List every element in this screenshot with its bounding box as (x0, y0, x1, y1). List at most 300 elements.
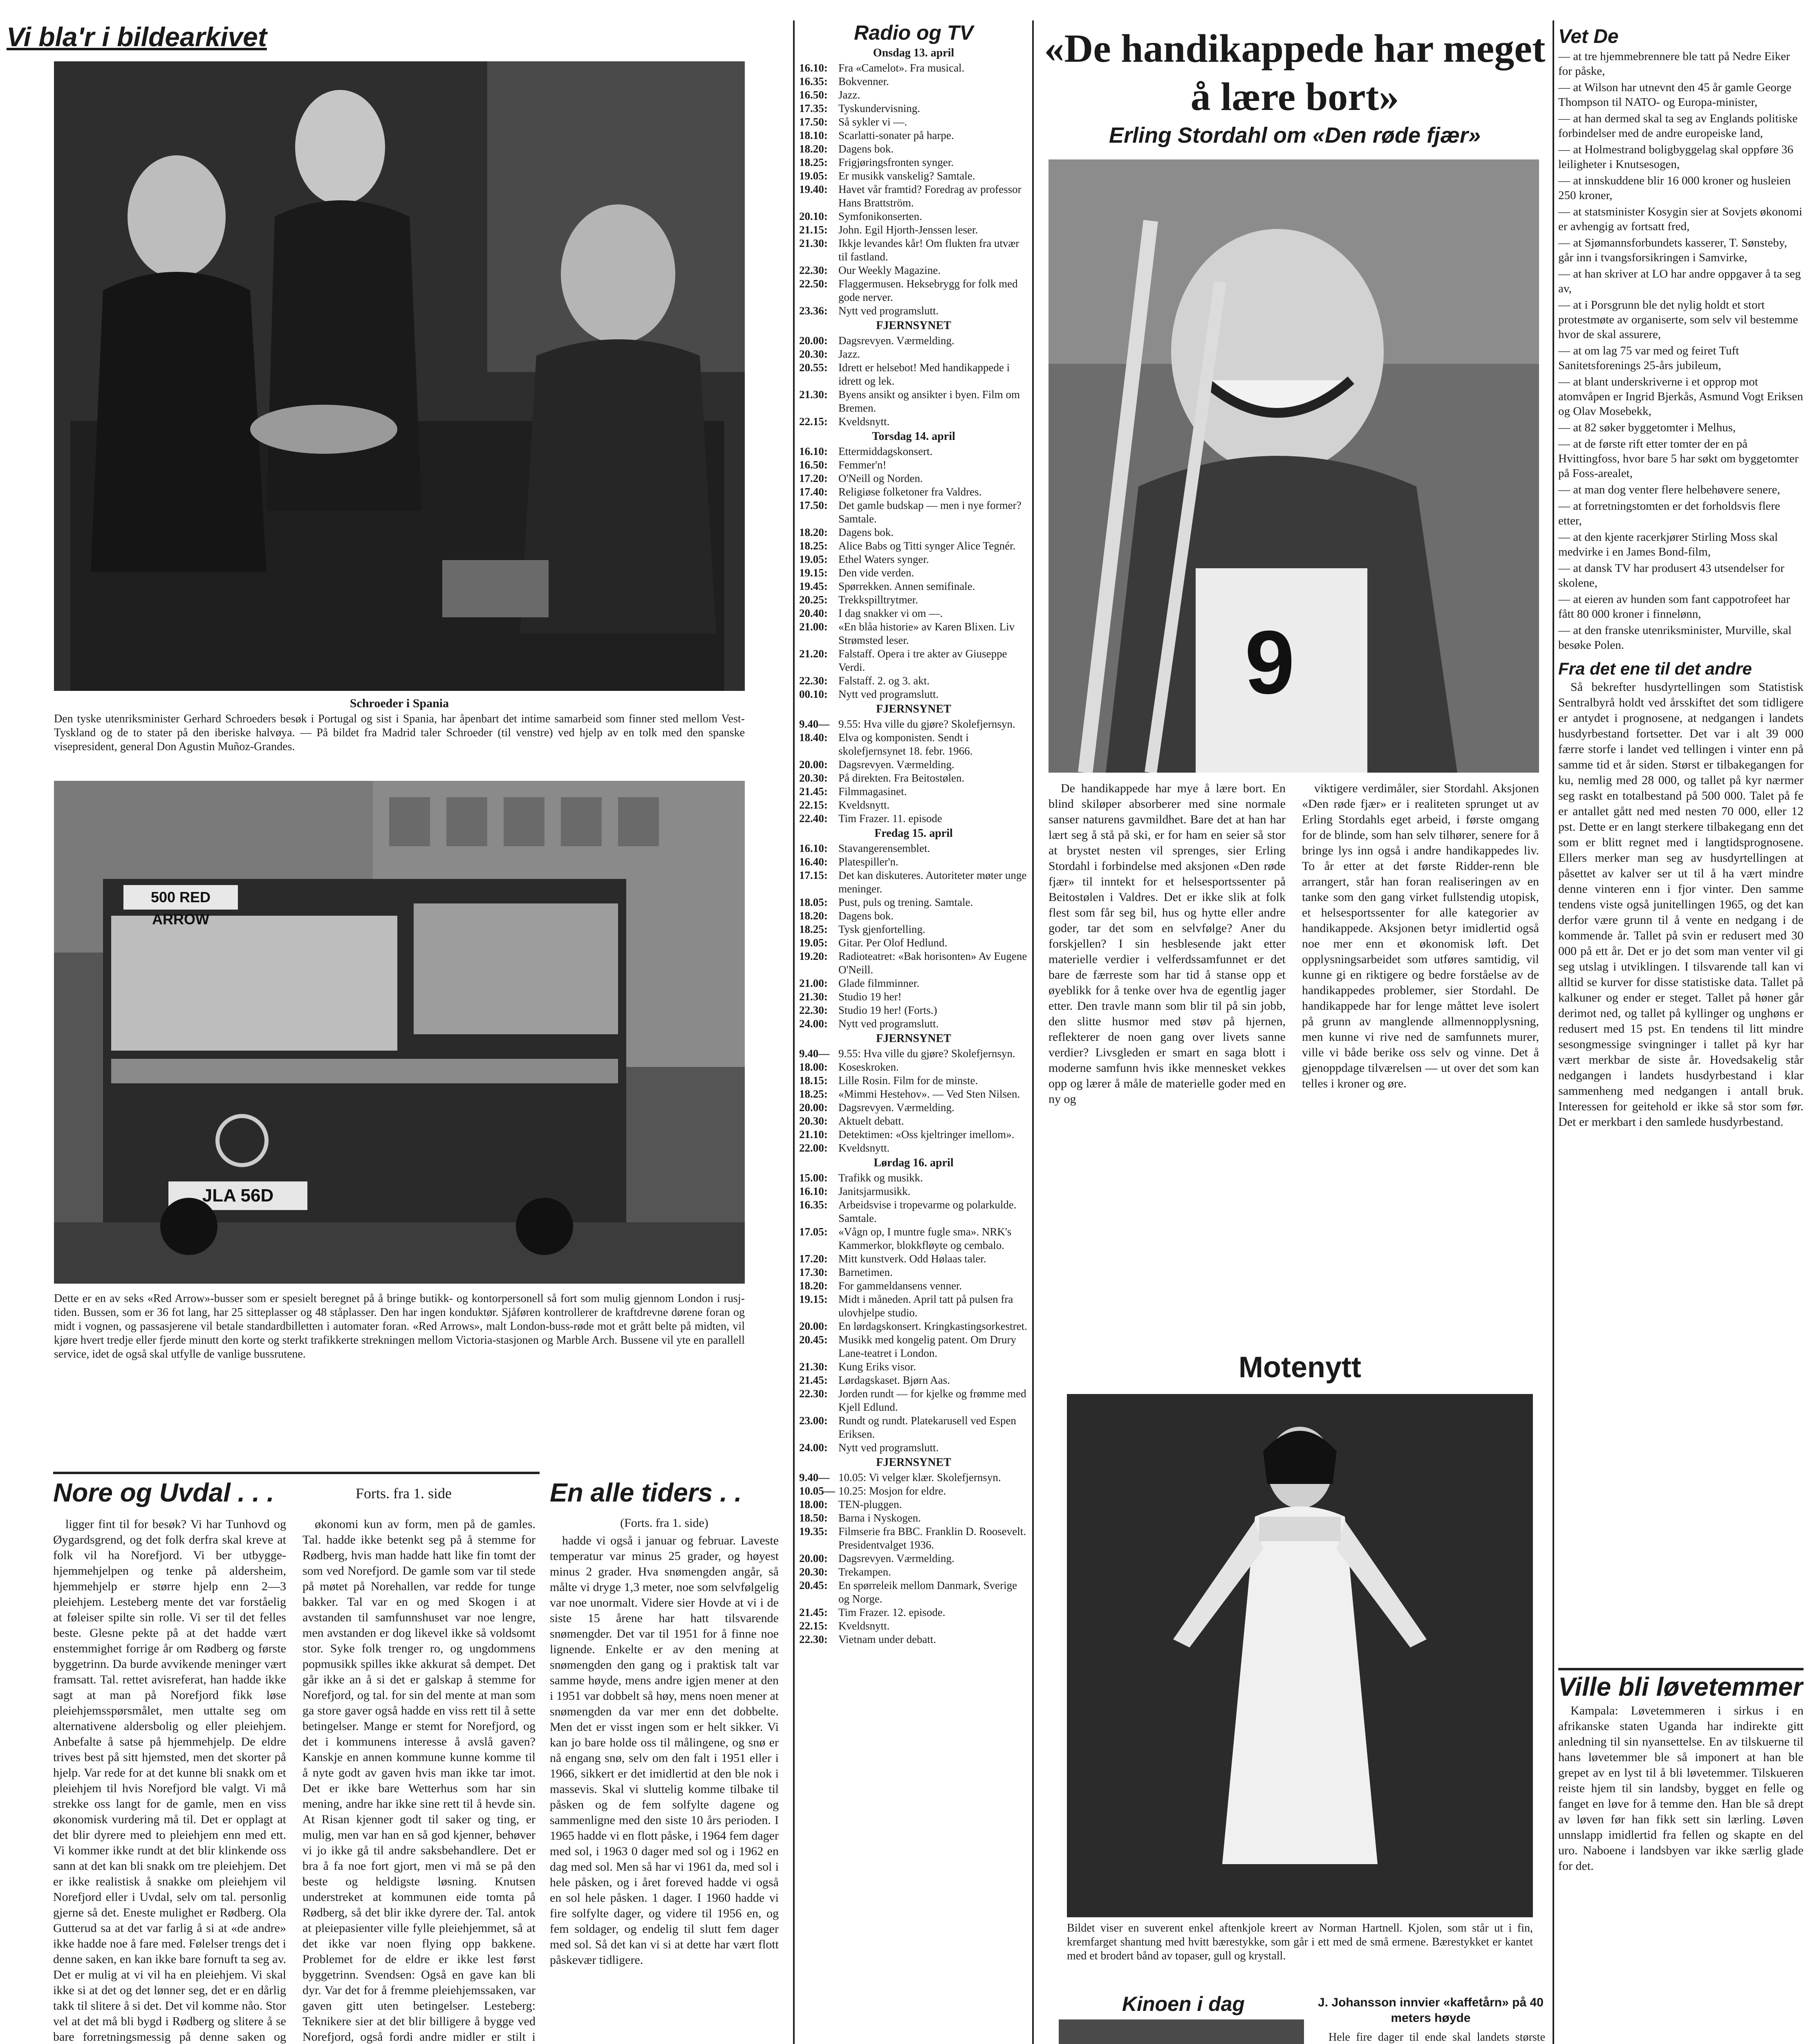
tv-program-time: 20.00: (799, 334, 828, 347)
vet-de-column (1558, 25, 1804, 1668)
nore-title: Nore og Uvdal . . . (53, 1478, 274, 1507)
tv-program-row (799, 896, 1028, 909)
tv-program-title: Dagsrevyen. Værmelding. (838, 758, 954, 771)
tv-program-row (799, 1441, 1028, 1455)
tv-program-row (799, 1279, 1028, 1293)
tv-program-row (799, 1484, 1028, 1498)
tv-program-title: En spørreleik mellom Danmark, Sverige og Norge. (838, 1579, 1017, 1605)
tv-program-time: 17.50: (799, 116, 828, 128)
tv-program-title: På direkten. Fra Beitostølen. (838, 772, 965, 784)
tv-program-row (799, 1101, 1028, 1114)
tv-program-row (799, 1004, 1028, 1017)
tv-day-heading: Torsdag 14. april (872, 430, 955, 443)
tv-program-title: Janitsjarmusikk. (838, 1185, 911, 1197)
tv-program-row (799, 388, 1028, 415)
stordahl-article (1040, 25, 1549, 1345)
tv-program-list (799, 45, 1028, 1646)
tv-program-title: Arbeidsvise i tropevarme og polarkulde. Samtale. (838, 1199, 1017, 1224)
tv-program-time: 18.05: (799, 896, 828, 908)
tv-program-time: 19.45: (799, 580, 828, 592)
tv-program-row (799, 936, 1028, 950)
tv-program-time: 19.05: (799, 937, 828, 949)
vet-de-item: — at Wilson har utnevnt den 45 år gamle George Thompson til NATO- og Europa-minister, (1558, 81, 1792, 109)
tv-channel-heading: FJERNSYNET (876, 1456, 951, 1469)
tv-program-time: 21.45: (799, 785, 828, 798)
archive-column (5, 20, 777, 1476)
tv-program-time: 16.50: (799, 459, 828, 471)
tv-program-row (799, 855, 1028, 869)
divider-nore-top (53, 1472, 540, 1474)
johansson-text: Hele fire dager til ende skal landets største (1329, 2031, 1545, 2044)
nore-article (53, 1476, 540, 2044)
tv-program-time: 16.10: (799, 1185, 828, 1197)
tv-program-time: 20.10: (799, 210, 828, 222)
tv-program-title: Aktuelt debatt. (838, 1115, 904, 1127)
tv-program-row (799, 347, 1028, 361)
tv-program-title: Tim Frazer. 11. episode (838, 812, 942, 825)
divider-stordahl-left (1032, 20, 1034, 2044)
tv-program-row (799, 1114, 1028, 1128)
tv-program-title: Our Weekly Magazine. (838, 264, 941, 276)
alle-tiders-text: hadde vi også i januar og februar. Laveste temperatur var minus 25 grader, og høyest minus 2 grader. Hva snømengden angår, så målte vi dryge 1,3 meter, noe som selvfølgelig var noe unormalt. Videre sier Hovde at vi i de siste 15 årene har hatt tilsvarende snømengder. Det var til 1951 for å finne noe lignende. Enkelte er av den mening at snømengden den gang og i praktisk talt var samme høyde, mens andre igjen mener at den i 1951 var dobbelt så høy, mens noen mener at snømengden da var mer enn det dobbelte. Men det er visst ingen som er helt sikker. Vi kan jo bare holde oss til målingene, og snø er nå engang snø, selv om den falt i 1951 eller i 1966, sikkert er det imidlertid at den ble nok i massevis. Skal vi sluttelig komme tilbake til påsken og de fem solfylte dagene og sammenligne med den siste 10 års perioden. I 1965 hadde vi en flott påske, i 1964 fem dager med sol, i 1963 0 dager med sol og i 1962 en dag med sol. Men så har vi 1961 da, med sol i hele påsken, og i året foreved hadde vi også en sol hele påsken. 1 dager. I 1960 hadde vi fire solfylte dager, og videre til 1956 en, og fem soldager, og endelig til slutt fem dager med sol. Så det kan vi si at dette har vært flott påskevær tidligere. (550, 1534, 779, 1967)
tv-program-time: 16.35: (799, 75, 828, 87)
stordahl-bib-number: 9 (1245, 612, 1295, 713)
motenytt-photo (1067, 1394, 1533, 1917)
tv-program-title: Alice Babs og Titti synger Alice Tegnér. (838, 540, 1016, 552)
tv-program-title: Nytt ved programslutt. (838, 1018, 939, 1030)
tv-program-row (799, 102, 1028, 115)
tv-program-time: 20.25: (799, 594, 828, 606)
bus-caption: Dette er en av seks «Red Arrow»-busser som er spesielt beregnet på å bringe butikk- og kontorpersonell så fort som mulig gjennom London i rusj-tiden. Bussen, som er 36 fot lang, har 25 sitteplasser og 48 ståplasser. Den har ingen konduktør. Sjåføren kontrollerer de kraftdrevne dørene foran og midt i vognen, og passasjerene vil betale standardbilletten i automater foran. «Red Arrows», malt London-buss-røde mot et grått belte på midten, vil kjøre hvert tredje eller fjerde minutt den korte og sterkt trafikkerte strekningen mellom Victoria-stasjonen og Marble Arch. Bussene vil yte en parallell service, idet de også skal utfylle de vanlige bussrutene. (54, 1292, 745, 1360)
tv-column (799, 20, 1028, 2044)
tv-program-time: 21.30: (799, 1360, 828, 1373)
tv-program-row (799, 1414, 1028, 1441)
vet-de-item: — at innskuddene blir 16 000 kroner og husleien 250 kroner, (1558, 174, 1791, 202)
tv-program-row (799, 1266, 1028, 1279)
tv-program-title: Koseskroken. (838, 1061, 899, 1073)
tv-program-time: 20.40: (799, 607, 828, 619)
tv-program-row (799, 1619, 1028, 1633)
tv-program-row (799, 1579, 1028, 1606)
tv-program-title: Barnetimen. (838, 1266, 893, 1278)
tv-program-row (799, 688, 1028, 701)
tv-program-title: Kveldsnytt. (838, 1142, 890, 1154)
vet-de-item: — at tre hjemmebrennere ble tatt på Nedre Eiker for påske, (1558, 50, 1790, 78)
tv-program-title: Havet vår framtid? Foredrag av professor Hans Brattström. (838, 183, 1022, 209)
tv-program-title: Er musikk vanskelig? Samtale. (838, 170, 975, 182)
tv-program-time: 20.30: (799, 1115, 828, 1127)
tv-program-row (799, 1387, 1028, 1414)
tv-program-time: 18.25: (799, 156, 828, 168)
tv-program-time: 22.30: (799, 264, 828, 276)
tv-program-row (799, 129, 1028, 142)
tv-program-time: 16.35: (799, 1199, 828, 1211)
tv-program-time: 21.15: (799, 224, 828, 236)
tv-program-row (799, 237, 1028, 264)
tv-program-title: Mitt kunstverk. Odd Hølaas taler. (838, 1253, 986, 1265)
tv-program-time: 15.00: (799, 1172, 828, 1184)
tv-program-time: 16.10: (799, 842, 828, 854)
tv-program-time: 23.00: (799, 1414, 828, 1427)
vet-de-item: — at Holmestrand boligbyggelag skal oppføre 36 leiligheter i Knutsesogen, (1558, 143, 1794, 171)
tv-program-row (799, 717, 1028, 731)
alle-tiders-title: En alle tiders . . (550, 1478, 742, 1507)
tv-program-time: 16.50: (799, 89, 828, 101)
tv-program-row (799, 553, 1028, 566)
tv-program-time: 21.45: (799, 1374, 828, 1386)
tv-program-row (799, 1225, 1028, 1252)
tv-program-row (799, 223, 1028, 237)
divider-tv-left (793, 20, 795, 2044)
vet-de-item: — at han skriver at LO har andre oppgaver å ta seg av, (1558, 267, 1801, 295)
tv-program-time: 00.10: (799, 688, 828, 700)
tv-program-row (799, 923, 1028, 936)
tv-program-row (799, 156, 1028, 169)
stordahl-headline: «De handikappede har meget å lære bort» (1044, 27, 1546, 119)
tv-program-title: Ettermiddagskonsert. (838, 445, 933, 457)
tv-program-title: Byens ansikt og ansikter i byen. Film om Bremen. (838, 388, 1020, 414)
vet-de-item: — at Sjømannsforbundets kasserer, T. Sønsteby, går inn i tvangsforsikringen i Samvirke, (1558, 236, 1787, 264)
tv-program-row (799, 1198, 1028, 1225)
tv-program-row (799, 1511, 1028, 1525)
vet-de-item: — at de første rift etter tomter der en på Hvittingfoss, hvor bare 5 har søkt om byggetomter på Foss-arealet, (1558, 437, 1799, 480)
tv-program-row (799, 361, 1028, 388)
kino-article (1059, 1991, 1308, 2044)
tv-program-time: 17.15: (799, 869, 828, 881)
tv-program-row (799, 115, 1028, 129)
tv-program-title: Studio 19 her! (Forts.) (838, 1004, 937, 1016)
tv-program-title: Flaggermusen. Heksebrygg for folk med gode nerver. (838, 278, 1018, 303)
tv-program-time: 24.00: (799, 1441, 828, 1454)
tv-program-title: Midt i måneden. April tatt på pulsen fra ulovhjelpe studio. (838, 1293, 1013, 1319)
tv-program-time: 21.30: (799, 991, 828, 1003)
love-title: Ville bli løvetemmer (1558, 1668, 1804, 1703)
tv-program-row (799, 75, 1028, 88)
tv-program-time: 9.40— (799, 718, 830, 730)
motenytt-title: Motenytt (1239, 1351, 1361, 1384)
tv-channel-heading: FJERNSYNET (876, 319, 951, 332)
tv-program-time: 20.45: (799, 1334, 828, 1346)
vet-de-item: — at statsminister Kosygin sier at Sovjets økonomi er avhengig av fortsatt fred, (1558, 205, 1802, 233)
tv-program-time: 22.15: (799, 799, 828, 811)
tv-program-time: 19.15: (799, 567, 828, 579)
tv-program-time: 21.30: (799, 388, 828, 401)
vet-de-item: — at man dog venter flere helbehøvere senere, (1558, 483, 1780, 496)
stordahl-text-col2: viktigere verdimåler, sier Stordahl. Aksjonen «Den røde fjær» er i realiteten sprunget ut av Erling Stordahls eget arbeid, i første omgang for de blinde, som han selv tilhører, senere for å bringe lys inn også i andre handikappedes liv. To år etter at det første Ridder-renn ble arrangert, står han foran realiseringen av en tanke som den gang virket fullstendig utopisk, et helsesportssenter for alle kategorier av handikappede. Aksjonen betyr imidlertid også noe mer enn et økonomisk løft. Det opplysningsarbeidet som utføres samtidig, vil kunne gi en riktigere og bedre forståelse av de handikappedes problemer, sier Stordahl. De handikappede har for lenge måttet leve isolert på grunn av manglende allmennopplysning, men kunne vi rive ned de samfunnets murer, ville vi både berike oss selv og vinne. Det å gjenoppdage tilværelsen — ut over det som kan telles i kroner og øre. (1302, 782, 1539, 1090)
tv-channel-heading: FJERNSYNET (876, 1032, 951, 1045)
tv-program-time: 20.00: (799, 1552, 828, 1564)
tv-program-row (799, 1565, 1028, 1579)
archive-title: Vi bla'r i bildearkivet (7, 22, 267, 52)
tv-program-time: 17.35: (799, 102, 828, 114)
tv-program-time: 21.00: (799, 977, 828, 989)
johansson-title: J. Johansson innvier «kaffetårn» på 40 meters høyde (1318, 1996, 1544, 2025)
stordahl-text-col1: De handikappede har mye å lære bort. En blind skiløper absorberer med sine normale sanser naturens gavmildhet. Bare det at han har lært seg å stå på ski, er for ham en seier så stor at brystet nesten vil sprenges, sier Erling Stordahl i forbindelse med aksjonen «Den røde fjær» til inntekt for et helsesportssenter på Beitostølen i Valdres. Det er ikke slik at folk flest som får seg bil, hus og hytte eller andre goder, tar det som en selvfølge? Aner du forskjellen? I sin hesblesende jakt etter materielle verdier i velferdssamfunnet er det bare de færreste som har tid å stanse opp et øyeblikk for å tenke over hva de egentlig jager etter. Den travle mann som blir til på sin jobb, den slitte husmor med støv på hjernen, reflekterer de noen gang over livets sanne verdier? Livsgleden er smart en saga blott i moderne samfunn hvis ikke mennesket vekkes opp og lærer å måle de materielle goder med en ny og (1049, 782, 1286, 1106)
tv-program-row (799, 1293, 1028, 1320)
tv-program-title: 10.25: Mosjon for eldre. (838, 1485, 946, 1497)
stordahl-subheadline: Erling Stordahl om «Den røde fjær» (1109, 123, 1481, 148)
tv-program-time: 18.40: (799, 731, 828, 744)
tv-program-row (799, 990, 1028, 1004)
tv-program-title: For gammeldansens venner. (838, 1280, 962, 1292)
tv-program-title: Tyskundervisning. (838, 102, 920, 114)
tv-program-time: 21.10: (799, 1128, 828, 1141)
tv-program-title: Tim Frazer. 12. episode. (838, 1606, 945, 1618)
tv-program-title: Jazz. (838, 348, 860, 360)
tv-program-time: 22.30: (799, 1004, 828, 1016)
tv-program-title: Bokvenner. (838, 75, 889, 87)
divider-vet-left (1553, 20, 1554, 2044)
tv-program-time: 10.05— (799, 1485, 835, 1497)
tv-program-time: 20.55: (799, 361, 828, 374)
tv-program-row (799, 458, 1028, 472)
tv-program-row (799, 1374, 1028, 1387)
tv-program-row (799, 1252, 1028, 1266)
tv-program-title: Platespiller'n. (838, 856, 898, 868)
tv-program-title: «Vågn op, I muntre fugle sma». NRK's Kammerkor, blokkfløyte og cembalo. (838, 1226, 1012, 1251)
tv-channel-heading: FJERNSYNET (876, 703, 951, 715)
tv-program-time: 20.00: (799, 1101, 828, 1114)
tv-program-row (799, 264, 1028, 277)
tv-program-time: 9.40— (799, 1047, 830, 1060)
tv-program-title: 9.55: Hva ville du gjøre? Skolefjernsyn. (838, 718, 1015, 730)
tv-program-row (799, 1141, 1028, 1155)
tv-program-time: 18.15: (799, 1074, 828, 1087)
tv-program-row (799, 771, 1028, 785)
tv-program-title: Vietnam under debatt. (838, 1633, 937, 1645)
tv-program-row (799, 1360, 1028, 1374)
schroeder-photo (54, 61, 745, 691)
tv-program-title: Filmserie fra BBC. Franklin D. Roosevelt. Presidentvalget 1936. (838, 1525, 1026, 1551)
tv-program-title: Frigjøringsfronten synger. (838, 156, 954, 168)
tv-program-row (799, 1498, 1028, 1511)
tv-program-title: Jorden rundt — for kjelke og frømme med Kjell Edlund. (838, 1387, 1026, 1413)
vet-de-item: — at den franske utenriksminister, Murville, skal besøke Polen. (1558, 624, 1792, 652)
vet-de-item: — at blant underskriverne i et opprop mot atomvåpen er Ingrid Bjerkås, Asmund Vogt Eriksen og Olav Mosebekk, (1558, 375, 1803, 418)
tv-program-time: 24.00: (799, 1018, 828, 1030)
tv-program-time: 18.00: (799, 1061, 828, 1073)
bus-license-plate: JLA 56D (202, 1186, 274, 1206)
tv-program-title: I dag snakker vi om —. (838, 607, 943, 619)
tv-program-time: 19.15: (799, 1293, 828, 1305)
tv-program-title: Kung Eriks visor. (838, 1360, 916, 1373)
tv-program-row (799, 1333, 1028, 1360)
tv-program-title: 9.55: Hva ville du gjøre? Skolefjernsyn. (838, 1047, 1015, 1060)
tv-program-time: 22.15: (799, 415, 828, 428)
vet-de-item: — at om lag 75 var med og feiret Tuft Sanitetsforenings 25-års jubileum, (1558, 344, 1739, 372)
tv-program-row (799, 909, 1028, 923)
tv-program-time: 21.00: (799, 621, 828, 633)
tv-program-time: 21.20: (799, 648, 828, 660)
tv-program-time: 20.45: (799, 1579, 828, 1591)
tv-program-row (799, 842, 1028, 855)
alle-tiders-article (550, 1476, 795, 2044)
vet-de-item: — at i Porsgrunn ble det nylig holdt et stort protestmøte av organiserte, som selv vil bestemme hvor de skal assurere, (1558, 298, 1798, 341)
tv-program-time: 18.25: (799, 1088, 828, 1100)
tv-program-title: En lørdagskonsert. Kringkastingsorkestret. (838, 1320, 1027, 1332)
tv-program-row (799, 731, 1028, 758)
tv-program-title: Lørdagskaset. Bjørn Aas. (838, 1374, 950, 1386)
tv-program-row (799, 758, 1028, 771)
tv-program-row (799, 1606, 1028, 1619)
tv-program-title: Kveldsnytt. (838, 799, 890, 811)
nore-text-col2: økonomi kun av form, men på de gamles. Tal. hadde ikke betenkt seg på å stemme for Rødberg, hvis man hadde hatt like fin tomt der som ved Norefjord. De gamle som var til stede på møtet på Norehallen, var redde for tunge bakker. Tal var en og med Skogen i at avstanden til samfunnshuset var noe lengre, men avstanden er dog likevel ikke så voldsomt stor. Syke folk trenger ro, og ungdommens popmusikk spilles ikke akkurat så dempet. Det går ikke an å si det er galskap å stemme for Norefjord, og tal. for sin del mente at man som ga store gaver også hadde en viss rett til å sette betingelser. Mange er stemt for Norefjord, og det i kommunens interesse å avslå gaven? Kanskje en annen kommune kunne komme til å nyte godt av gaven hvis man ikke tar imot. Det er ikke bare Wetterhus som har sin mening, andre har ikke sine rett til å hevde sin. At Risan kjenner godt til saker og ting, er mulig, men var han en så god kjenner, behøver vi jo ikke gå til andre saksbehandlere. Det er bra å fa noe fort gjort, men vi må se på den beste og heldigste løsning. Knutsen understreket at kommunen eide tomta på Rødberg, så det blir ikke dyrere der. Tal. antok at pleiepasienter ville fylle pleiehjemmet, så at det ikke var noen flying opp bakkene. Problemet for de eldre er ikke lest først byggetrinn. Svendsen: Også en gave kan bli dyr. Var det for å fremme pleiehjemssaken, var gaven gitt uten betingelser. Lesteberg: Teknikere sier at det blir billigere å bygge ved Norefjord, også fordi andre midler er stilt i (302, 1517, 535, 2044)
tv-program-row (799, 950, 1028, 977)
vet-de-item: — at den kjente racerkjører Stirling Moss skal medvirke i en James Bond-film, (1558, 531, 1778, 558)
tv-program-row (799, 566, 1028, 580)
tv-program-row (799, 304, 1028, 318)
tv-program-title: Scarlatti-sonater på harpe. (838, 129, 954, 141)
tv-program-time: 18.25: (799, 540, 828, 552)
tv-program-title: Nytt ved programslutt. (838, 688, 939, 700)
tv-program-time: 18.25: (799, 923, 828, 935)
tv-program-row (799, 1074, 1028, 1087)
tv-program-title: Trafikk og musikk. (838, 1172, 923, 1184)
tv-program-time: 19.05: (799, 170, 828, 182)
tv-program-row (799, 61, 1028, 75)
tv-program-row (799, 580, 1028, 593)
tv-program-title: «Mimmi Hestehov». — Ved Sten Nilsen. (838, 1088, 1020, 1100)
tv-program-row (799, 1017, 1028, 1031)
tv-program-time: 23.36: (799, 305, 828, 317)
tv-program-row (799, 415, 1028, 428)
tv-program-row (799, 1552, 1028, 1565)
tv-day-heading: Onsdag 13. april (873, 47, 954, 59)
tv-program-title: Idrett er helsebot! Med handikappede i idrett og lek. (838, 361, 1010, 387)
tv-program-row (799, 607, 1028, 620)
bus-destination-sign: 500 RED ARROW (150, 889, 211, 928)
tv-program-row (799, 445, 1028, 458)
tv-program-row (799, 1060, 1028, 1074)
alle-tiders-continued: (Forts. fra 1. side) (620, 1516, 708, 1530)
tv-program-title: Kveldsnytt. (838, 1620, 890, 1632)
tv-program-title: Rundt og rundt. Platekarusell ved Espen Eriksen. (838, 1414, 1016, 1440)
tv-program-time: 17.05: (799, 1226, 828, 1238)
fra-det-text: Så bekrefter husdyrtellingen som Statistisk Sentralbyrå holdt ved årsskiftet det som tidligere er antydet i prognosene, at nedgangen i landets husdyrbestand fortsetter. Det var i alt 39 000 færre storfe i landet ved tellingen i vinter enn på samme tid et år siden. Størst er tilbakegangen for ku, nemlig med 28 000, og tallet på kyr nærmer seg raskt en totalbestand på 500 000. Talet på fe er antallet gått ned med nesten 70 000, eller 12 pst. Dette er en langt sterkere tilbakegang enn det som er blitt regnet med i langtidsprognosene. Ellers merker man seg av husdyrtellingen at påsettet av kalver ser ut til å ha vært mindre denne vinteren enn i fjor vinter. Den samme tendens viste også junitellingen 1965, og det kan derfor være grunn til å vente en nedgang i de kommende år. Tallet på svin er redusert med 30 000 på ett år. Det er jo det som man venter vil gi seg utslag i utviklingen. I tilsvarende tall kan vi alltid se kurver for disse statistiske data. Tallet på kalkuner og ender er steget. Tallet på høner går derimot ned, og tallet på kyllinger og unghøns er redusert med 15 pst. En tendens til litt mindre sesongmessige svingninger i tallet på kyr har vært merkbar de siste år. Hovedsakelig står nedgangen i landets husdyrbestand i klar sammenheng med nedgangen i antall bruk. Interessen for geitehold er ikke så stor som før. Det er merkbart i den samlede husdyrbestand. (1558, 680, 1804, 1129)
johansson-article (1316, 1995, 1545, 2044)
tv-program-time: 22.15: (799, 1620, 828, 1632)
vet-de-item: — at han dermed skal ta seg av Englands politiske forbindelser med de andre europeiske land, (1558, 112, 1798, 140)
tv-program-title: Gitar. Per Olof Hedlund. (838, 937, 948, 949)
tv-program-row (799, 169, 1028, 183)
tv-program-title: Elva og komponisten. Sendt i skolefjernsynet 18. febr. 1966. (838, 731, 973, 757)
tv-program-title: Den vide verden. (838, 567, 914, 579)
tv-program-time: 22.30: (799, 1633, 828, 1645)
tv-program-row (799, 334, 1028, 347)
nore-continued: Forts. fra 1. side (356, 1485, 452, 1502)
tv-program-title: Tysk gjenfortelling. (838, 923, 925, 935)
schroeder-caption-title: Schroeder i Spania (350, 697, 449, 710)
kino-photo (1059, 2019, 1304, 2044)
tv-program-title: Religiøse folketoner fra Valdres. (838, 486, 982, 498)
tv-program-row (799, 785, 1028, 798)
tv-program-title: Dagens bok. (838, 526, 894, 538)
vet-de-item: — at eieren av hunden som fant cappotrofeet har fått 80 000 kroner i finnelønn, (1558, 593, 1790, 621)
vet-de-title: Vet De (1558, 26, 1619, 47)
tv-program-title: Radioteatret: «Bak horisonten» Av Eugene O'Neill. (838, 950, 1027, 976)
tv-program-row (799, 277, 1028, 304)
tv-program-row (799, 1128, 1028, 1141)
tv-program-time: 18.20: (799, 1280, 828, 1292)
tv-program-time: 20.00: (799, 1320, 828, 1332)
tv-program-time: 22.50: (799, 278, 828, 290)
vet-de-item: — at forretningstomten er det forholdsvis flere etter, (1558, 500, 1780, 527)
tv-program-row (799, 1633, 1028, 1646)
tv-program-title: Musikk med kongelig patent. Om Drury Lane-teatret i London. (838, 1334, 1016, 1359)
tv-program-row (799, 1087, 1028, 1101)
tv-program-title: Kveldsnytt. (838, 415, 890, 428)
tv-program-time: 16.40: (799, 856, 828, 868)
tv-program-title: Ethel Waters synger. (838, 553, 929, 565)
tv-program-row (799, 210, 1028, 223)
tv-program-time: 17.40: (799, 486, 828, 498)
tv-program-title: 10.05: Vi velger klær. Skolefjernsyn. (838, 1471, 1001, 1484)
tv-program-title: Glade filmminner. (838, 977, 919, 989)
stordahl-photo (1049, 159, 1539, 773)
tv-program-time: 22.40: (799, 812, 828, 825)
tv-program-title: Ikkje levandes kår! Om flukten fra utvær til fastland. (838, 237, 1019, 263)
tv-program-row (799, 647, 1028, 674)
tv-program-title: Nytt ved programslutt. (838, 305, 939, 317)
tv-program-time: 17.20: (799, 472, 828, 484)
tv-program-title: Falstaff. Opera i tre akter av Giuseppe Verdi. (838, 648, 1007, 673)
tv-program-title: Trekkspilltrytmer. (838, 594, 918, 606)
tv-program-title: Dagsrevyen. Værmelding. (838, 1552, 954, 1564)
tv-program-row (799, 88, 1028, 102)
tv-program-title: Barna i Nyskogen. (838, 1512, 921, 1524)
tv-program-row (799, 869, 1028, 896)
tv-program-row (799, 1185, 1028, 1198)
vet-de-list (1558, 49, 1804, 652)
tv-program-row (799, 499, 1028, 526)
tv-program-time: 21.30: (799, 237, 828, 249)
tv-program-row (799, 539, 1028, 553)
tv-program-title: Spørrekken. Annen semifinale. (838, 580, 975, 592)
tv-program-time: 22.30: (799, 675, 828, 687)
tv-program-title: Så sykler vi —. (838, 116, 907, 128)
tv-program-row (799, 1471, 1028, 1484)
tv-program-row (799, 472, 1028, 485)
tv-program-title: Falstaff. 2. og 3. akt. (838, 675, 930, 687)
tv-program-time: 19.35: (799, 1525, 828, 1537)
tv-program-title: Nytt ved programslutt. (838, 1441, 939, 1454)
tv-program-title: Det gamle budskap — men i nye former? Samtale. (838, 499, 1022, 525)
tv-program-title: O'Neill og Norden. (838, 472, 923, 484)
tv-program-title: Dagens bok. (838, 143, 894, 155)
tv-program-time: 18.50: (799, 1512, 828, 1524)
tv-program-time: 18.00: (799, 1498, 828, 1511)
tv-program-time: 17.50: (799, 499, 828, 511)
tv-program-row (799, 1047, 1028, 1060)
motenytt-article (1059, 1349, 1541, 1987)
tv-program-time: 17.30: (799, 1266, 828, 1278)
tv-program-title: Detektimen: «Oss kjeltringer imellom». (838, 1128, 1015, 1141)
nore-text-col1: ligger fint til for besøk? Vi har Tunhovd og Øygardsgrend, og det folk derfra skal kreve at folk vil ha Norefjord. Vi ber utbygge- hjemmehjelpen og tenke på aldersheim, hjemmehjelp er større hjelp enn 2—3 pleiehjem. Lesteberg mente det var forståelig at føleiser spilte sin rolle. Vi ser til det felles beste. Glesne pekte på at det hadde vært enstemmighet forrige år om Rødberg og første byggetrinn. Da burde avvikende meninger vært framsatt. Tal. rettet avisreferat, han hadde ikke sagt at man på Norefjord fikk løse pleiehjemsspørsmålet, men uttalte seg om alternativene aldersbolig og eller pleiehjem. Anbefalte å satse på hjemmehjelp. De eldre trives best på sitt hjemsted, men det skorter på hjelp. Var rede for at det kunne bli snakk om et pleiehjem til hvis Norefjord ble valgt. Vi må strekke oss langt for de gamle, men en viss økonomisk vurdering må til. Det er opplagt at det blir dyrere med to pleiehjem enn med ett. Vi kommer ikke rundt at det blir klinkende oss sann at det kan bli snakk om tre pleiehjem. Det er ikke realistisk å snakke om pleiehjem vil Norefjord eller i Uvdal, selv om tal. personlig gjerne så det. Eneste mulighet er Rødberg. Ola Gutterud sa at det var farlig å si at «de andre» ikke hadde noe å fare med. Følelser trengs det i denne saken, en kan ikke bare fornuft ta seg av. Det er mulig at vi vil ha en pleiehjem. Vi skal ikke si at det og det lønner seg, det er en dårlig takk til slitere å si det. Det vil komme nåo. Stor vel at det må bli bygd i Rødberg og slitere å se bare forretningsmessig på denne saken og (53, 1517, 286, 2044)
tv-day-heading: Lørdag 16. april (874, 1156, 954, 1169)
tv-program-time: 20.00: (799, 758, 828, 771)
tv-day-heading: Fredag 15. april (874, 827, 953, 840)
tv-program-title: Filmmagasinet. (838, 785, 907, 798)
tv-program-title: Jazz. (838, 89, 860, 101)
tv-program-time: 21.45: (799, 1606, 828, 1618)
tv-program-time: 22.00: (799, 1142, 828, 1154)
motenytt-caption: Bildet viser en suverent enkel aftenkjole kreert av Norman Hartnell. Kjolen, som står ut i fin, kremfarget shantung med hvitt bærestykke, som går i ett med de små ermene. Bærestykket er kantet med et brodert bånd av topaser, gull og krystall. (1067, 1922, 1533, 1962)
tv-program-title: «En blåa historie» av Karen Blixen. Liv Strømsted leser. (838, 621, 1015, 646)
tv-program-title: Det kan diskuteres. Autoriteter møter unge meninger. (838, 869, 1027, 895)
vet-de-item: — at 82 søker byggetomter i Melhus, (1558, 421, 1736, 434)
tv-program-title: Lille Rosin. Film for de minste. (838, 1074, 978, 1087)
tv-program-title: John. Egil Hjorth-Jenssen leser. (838, 224, 978, 236)
